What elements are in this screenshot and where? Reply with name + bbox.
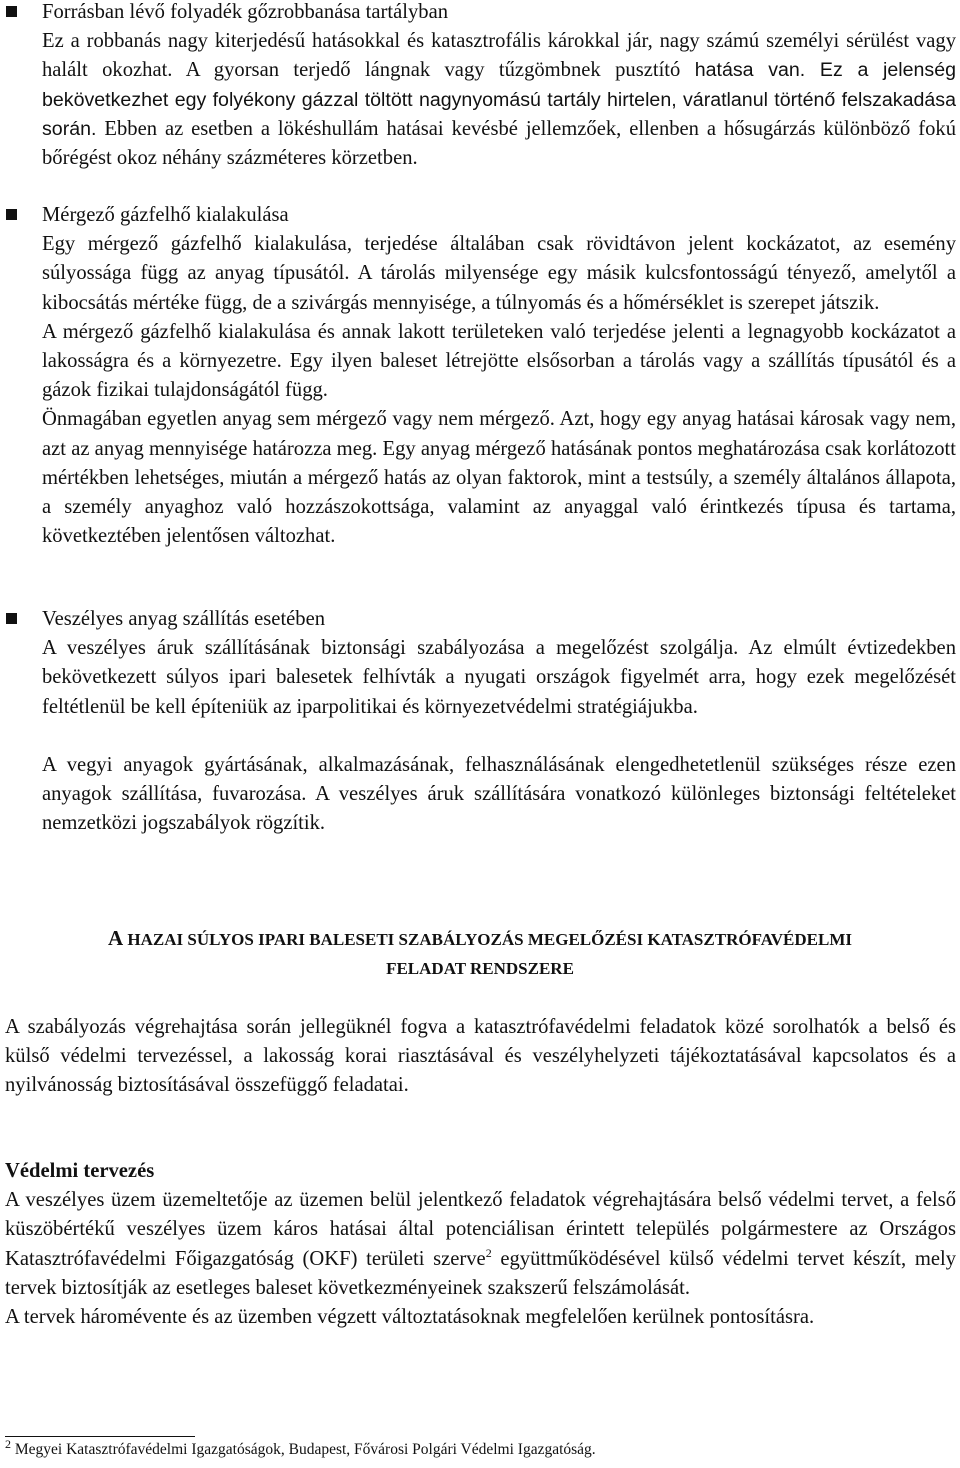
planning-paragraph: A tervek háromévente és az üzemben végzett változtatásoknak megfelelően kerülnek pontosításra. — [5, 1306, 815, 1329]
section-title — [0, 924, 960, 983]
paragraph-text: Ebben az esetben a lökéshullám hatásai kevésbé jellemzőek, ellenben a hősugárzás különböző fokú bőrégést okoz néhány százméteres körzetben. — [42, 117, 956, 170]
bullet-paragraph: A veszélyes áruk szállításának biztonsági szabályozása a megelőzést szolgálja. Az elmúlt évtizedekben bekövetkezett súlyos ipari balesetek felhívták a nyugati országok figyelmét arra, hogy ezek megelőzését feltétlenül be kell építeniük az iparpolitikai és környezetvédelmi stratégiájukba. — [42, 637, 956, 718]
footnote-text: Megyei Katasztrófavédelmi Igazgatóságok, Budapest, Fővárosi Polgári Védelmi Igazgatóság. — [11, 1441, 596, 1458]
section-intro — [5, 1013, 956, 1101]
planning-paragraph: A veszélyes üzem üzemeltetője az üzemen belül jelentkező feladatok végrehajtására belső védelmi tervet, a felső küszöbértékű veszélyes üzem káros hatásai által potenciálisan érintett település polgármestere az Országos Katasztrófavédelmi Főigazgatóság (OKF) területi szerve$^2$ együttműködésével külső védelmi tervet készít, mely tervek biztosítják az esetleges baleset következményeinek szakszerű felszámolását. — [5, 1189, 957, 1299]
section-title-line-1: A HAZAI SÚLYOS IPARI BALESETI SZABÁLYOZÁS MEGELŐZÉSI KATASZTRÓFAVÉDELMI — [107, 926, 853, 950]
bullet-square-icon — [6, 613, 17, 624]
bullet-heading: Veszélyes anyag szállítás esetében — [42, 608, 326, 630]
intro-paragraph: A szabályozás végrehajtása során jellegüknél fogva a katasztrófavédelmi feladatok közé sorolhatók a belső és külső védelmi tervezéssel, a lakosság korai riasztásával és veszélyhelyzeti tájékoztatásával kapcsolatos és a nyilvánosság biztosításával összefüggő feladatai. — [5, 1016, 956, 1097]
bullet-square-icon — [6, 209, 17, 220]
bullet-paragraph: Egy mérgező gázfelhő kialakulása, terjedése általában csak rövidtávon jelent kockázatot, az esemény súlyossága függ az anyag típusától. A tárolás milyensége egy másik kulcsfontosságú tényező, amelytől a kibocsátás mértéke függ, de a szivárgás mennyisége, a túlnyomás és a hőmérséklet is szerepet játszik. — [42, 233, 956, 314]
footnote-ref[interactable]: 2 — [485, 1245, 492, 1260]
footnote-divider — [5, 1436, 195, 1437]
bullet-heading: Forrásban lévő folyadék gőzrobbanása tartályban — [42, 1, 449, 23]
bullet-item-toxic-cloud — [42, 201, 956, 551]
bullet-paragraph: A mérgező gázfelhő kialakulása és annak lakott területeken való terjedése jelenti a legnagyobb kockázatot a lakosságra és a környezetre. Egy ilyen baleset létrejötte elsősorban a tárolás vagy a szállítás típusától és a gázok fizikai tulajdonságától függ. — [42, 320, 956, 402]
subheading: Védelmi tervezés — [5, 1160, 155, 1182]
bullet-square-icon — [6, 6, 17, 17]
section-title-line-2: FELADAT RENDSZERE — [386, 959, 574, 978]
bullet-item-transport — [42, 605, 956, 838]
paragraph-text-sans: hatása van. Ez a jelenség bekövetkezhet egy folyékony gázzal töltött nagynyomású tartály hirtelen, váratlanul történő felszakadása során. — [42, 59, 957, 140]
bullet-item-bleve — [42, 0, 956, 173]
footnote-number: 2 — [5, 1436, 11, 1451]
footnote — [5, 1436, 596, 1460]
bullet-paragraph — [42, 27, 956, 173]
bullet-paragraph: A vegyi anyagok gyártásának, alkalmazásának, felhasználásának elengedhetetlenül szükséges része ezen anyagok szállítása, fuvarozása. A veszélyes áruk szállítására vonatkozó különleges biztonsági feltételeket nemzetközi jogszabályok rögzítik. — [42, 753, 956, 835]
paragraph-text: Ez a robbanás nagy kiterjedésű hatásokkal és katasztrofális károkkal jár, nagy számú személyi sérülést vagy halált okozhat. A gyorsan terjedő lángnak vagy tűzgömbnek pusztító — [42, 30, 956, 82]
protection-planning — [5, 1157, 956, 1332]
bullet-heading: Mérgező gázfelhő kialakulása — [42, 204, 289, 226]
bullet-paragraph: Önmagában egyetlen anyag sem mérgező vagy nem mérgező. Azt, hogy egy anyag hatásai károsak vagy nem, azt az anyag mennyisége határozza meg. Egy anyag mérgező hatásának pontos meghatározása csak korlátozott mértékben lehetséges, miután a mérgező hatás az olyan faktorok, mint a testsúly, a személy általános állapota, a személy anyaghoz való hozzászokottsága, valamint az anyaggal való érintkezés típusa és tartama, következtében jelentősen változhat. — [42, 408, 956, 548]
